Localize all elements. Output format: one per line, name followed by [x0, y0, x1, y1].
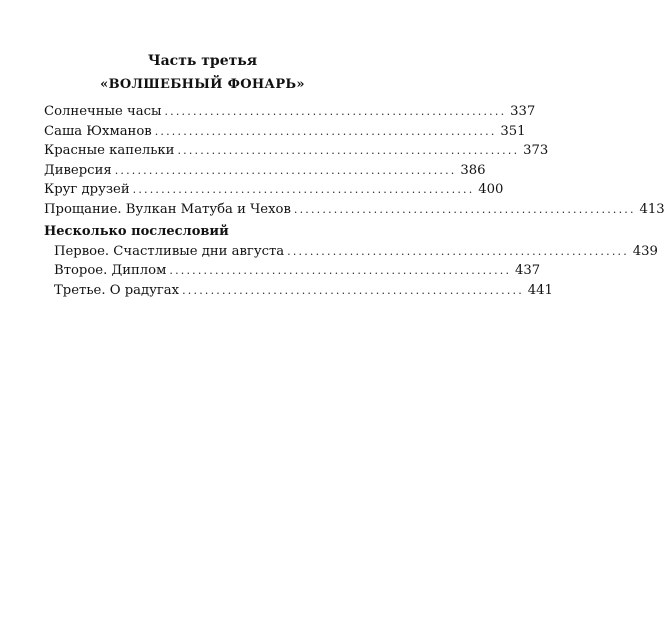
toc-subentry — [44, 282, 553, 303]
toc-entry-page: 386 — [460, 162, 486, 178]
dot-leader: ............................................................ — [164, 105, 507, 118]
toc-entry-title: Солнечные часы — [44, 104, 162, 119]
toc-entry-page: 351 — [500, 123, 526, 139]
dot-leader: ............................................................ — [293, 202, 636, 216]
section-entries — [44, 243, 658, 303]
toc-entry — [44, 182, 504, 202]
toc-entry-page: 437 — [515, 263, 541, 279]
toc-entry-title: Круг друзей — [44, 182, 130, 198]
toc-entry-title: Прощание. Вулкан Матуба и Чехов — [44, 201, 291, 217]
toc-entry-page: 439 — [632, 243, 658, 259]
toc-entry-title: Красные капельки — [44, 143, 175, 159]
toc-entry-page: 373 — [523, 143, 549, 159]
toc-entry-page: 337 — [510, 104, 536, 119]
toc-entry-page: 413 — [639, 201, 665, 217]
toc-subentry — [44, 263, 541, 283]
toc-entry-title: Диверсия — [44, 162, 112, 178]
toc-entry — [44, 104, 536, 124]
dot-leader: ............................................................ — [177, 144, 520, 158]
toc-entry — [44, 123, 526, 144]
section-title: Несколько послесловий — [44, 223, 229, 239]
toc-entry-title: Саша Юхманов — [44, 123, 152, 139]
dot-leader: ............................................................ — [154, 124, 497, 138]
part-title: Часть третья — [147, 53, 258, 69]
dot-leader: ............................................................ — [169, 264, 512, 278]
toc-entry-page: 441 — [527, 282, 553, 298]
toc-entry-page: 400 — [478, 182, 504, 198]
part-subtitle: «ВОЛШЕБНЫЙ ФОНАРЬ» — [100, 77, 305, 92]
toc-entry-title: Третье. О радугах — [54, 282, 180, 298]
dot-leader: ............................................................ — [114, 163, 457, 177]
toc-entry-title: Первое. Счастливые дни августа — [54, 243, 285, 259]
dot-leader: ............................................................ — [287, 244, 629, 258]
toc-subentry — [44, 243, 658, 264]
toc-entry — [44, 162, 486, 183]
table-of-contents — [44, 104, 665, 302]
toc-entry-title: Второе. Диплом — [54, 263, 167, 279]
dot-leader: ............................................................ — [132, 183, 475, 197]
toc-entry — [44, 201, 665, 222]
dot-leader: ............................................................ — [182, 283, 524, 297]
toc-entry — [44, 143, 549, 163]
